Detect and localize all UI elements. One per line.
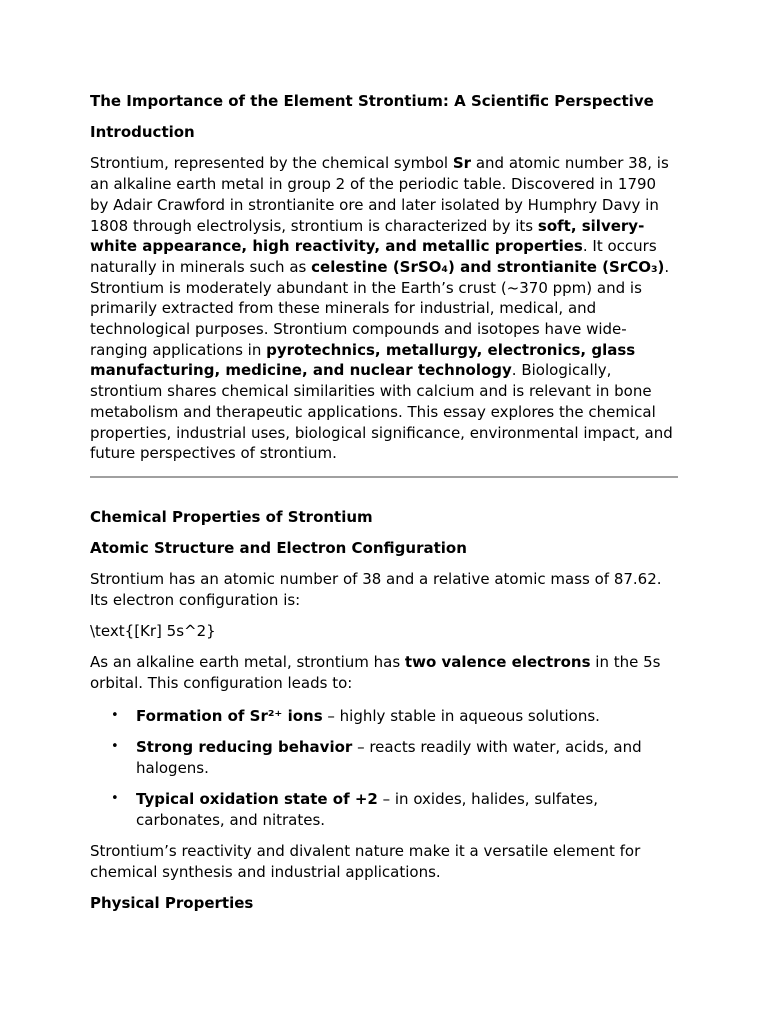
- document-title: The Importance of the Element Strontium: A Scientific Perspective: [90, 92, 654, 110]
- section-divider: [90, 476, 678, 478]
- atomic-structure-paragraph: Strontium has an atomic number of 38 and a relative atomic mass of 87.62. Its electron configuration is:: [90, 570, 662, 610]
- intro-text-4: . Strontium is moderately abundant in the Earth’s crust (~370 ppm) and is primarily extracted from these minerals for industrial, medical, and technological purposes. Strontium compounds and isotopes have wide-ranging applications in: [90, 257, 670, 359]
- intro-bold-applications: pyrotechnics, metallurgy, electronics, glass manufacturing, medicine, and nuclear technology: [90, 340, 636, 380]
- list-item: [90, 789, 678, 830]
- list-item-bold: Formation of Sr²⁺ ions: [136, 706, 323, 725]
- intro-text-2: and atomic number 38, is an alkaline earth metal in group 2 of the periodic table. Discovered in 1790 by Adair Crawford in strontianite ore and later isolated by Humphry Davy in 1808 through electrolysis, strontium is characterized by its: [90, 154, 669, 235]
- valence-text-2: in the 5s orbital. This configuration leads to:: [90, 653, 661, 693]
- atomic-structure-heading: Atomic Structure and Electron Configuration: [90, 539, 467, 558]
- intro-text-1: Strontium, represented by the chemical symbol: [90, 154, 453, 173]
- list-item: [90, 737, 678, 778]
- bullet-icon: •: [111, 707, 119, 723]
- electron-configuration-formula: \text{[Kr] 5s^2}: [90, 622, 216, 641]
- physical-properties-heading: Physical Properties: [90, 893, 254, 912]
- document-page: [90, 88, 678, 924]
- valence-bold: two valence electrons: [404, 653, 591, 672]
- valence-text-1: As an alkaline earth metal, strontium has: [90, 653, 405, 672]
- intro-bold-symbol: Sr: [452, 154, 472, 173]
- intro-text-3: . It occurs naturally in minerals such as: [90, 237, 657, 276]
- list-item-text: – in oxides, halides, sulfates, carbonates, and nitrates.: [136, 789, 598, 829]
- intro-bold-minerals: celestine (SrSO₄) and strontianite (SrCO₃): [311, 257, 665, 276]
- configuration-effects-list: [90, 706, 678, 831]
- intro-bold-appearance: soft, silvery-white appearance, high reactivity, and metallic properties: [90, 216, 645, 256]
- introduction-paragraph: [90, 153, 678, 464]
- valence-paragraph: [90, 652, 678, 693]
- introduction-heading: Introduction: [90, 123, 195, 142]
- bullet-icon: •: [111, 739, 119, 755]
- list-item-text: – reacts readily with water, acids, and halogens.: [136, 738, 642, 777]
- list-item-bold: Typical oxidation state of +2: [136, 789, 378, 808]
- list-item-bold: Strong reducing behavior: [136, 738, 353, 757]
- list-item-text: – highly stable in aqueous solutions.: [322, 706, 600, 725]
- chemical-properties-heading: Chemical Properties of Strontium: [90, 507, 373, 526]
- list-item: [90, 706, 678, 727]
- reactivity-paragraph: Strontium’s reactivity and divalent nature make it a versatile element for chemical synthesis and industrial applications.: [90, 841, 641, 881]
- intro-text-5: . Biologically, strontium shares chemical similarities with calcium and is relevant in bone metabolism and therapeutic applications. This essay explores the chemical properties, industrial uses, biological significance, environmental impact, and future perspectives of strontium.: [90, 361, 673, 463]
- bullet-icon: •: [111, 790, 119, 806]
